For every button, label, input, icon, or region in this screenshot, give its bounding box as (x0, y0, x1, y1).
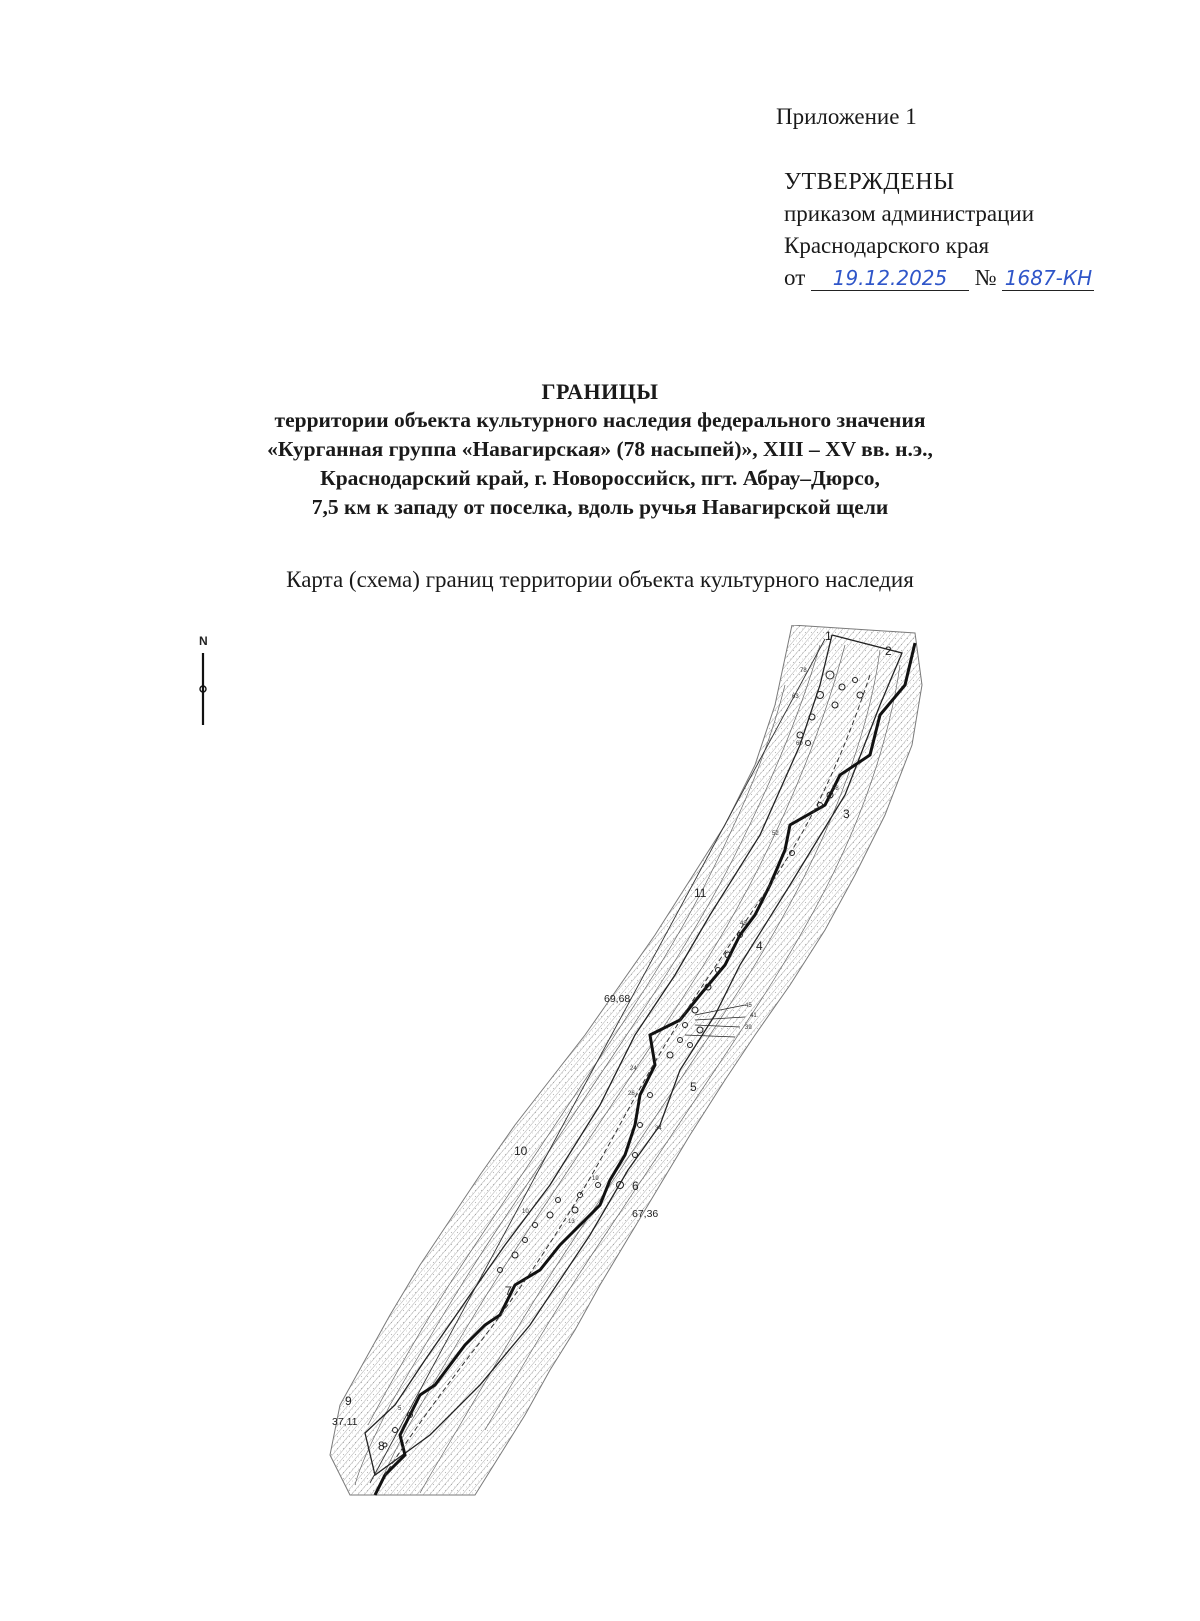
elevation-label-1: 69,68 (604, 993, 631, 1005)
point-label-7: 7 (505, 1284, 512, 1298)
date-prefix: от (784, 265, 806, 290)
north-arrow-label: N (199, 634, 208, 648)
svg-text:78: 78 (800, 668, 807, 674)
point-label-10: 10 (514, 1144, 528, 1158)
title-main: ГРАНИЦЫ (541, 379, 659, 404)
number-prefix: № (974, 265, 997, 290)
svg-text:10: 10 (522, 1209, 529, 1215)
boundary-map (180, 625, 960, 1510)
point-label-6: 6 (632, 1179, 639, 1193)
document-title (0, 377, 1200, 522)
point-label-4: 4 (756, 939, 763, 953)
elevation-label-3: 37,11 (332, 1416, 358, 1428)
point-label-1: 1 (825, 629, 832, 643)
svg-text:63: 63 (792, 694, 799, 700)
approval-block (784, 166, 1094, 294)
svg-text:58: 58 (832, 786, 839, 792)
svg-text:60: 60 (796, 741, 803, 747)
svg-text:24: 24 (630, 1066, 637, 1072)
title-line-3: Краснодарский край, г. Новороссийск, пгт. Абрау–Дюрсо, (320, 466, 880, 490)
svg-text:52: 52 (772, 831, 779, 837)
annex-label: Приложение 1 (776, 104, 917, 129)
svg-text:19: 19 (592, 1176, 599, 1182)
title-line-2: «Курганная группа «Навагирская» (78 насыпей)», XIII – XV вв. н.э., (267, 437, 933, 461)
point-label-8: 8 (378, 1439, 385, 1453)
point-label-5: 5 (690, 1080, 697, 1094)
point-label-3: 3 (843, 807, 850, 821)
svg-text:26: 26 (628, 1091, 635, 1097)
approval-date-line (784, 262, 1094, 294)
svg-text:41: 41 (750, 1013, 757, 1019)
handwritten-number: 1687-КН (1002, 266, 1094, 291)
point-label-11: 11 (694, 886, 707, 900)
baseline (370, 639, 825, 1483)
point-label-9: 9 (345, 1394, 352, 1408)
title-line-1: территории объекта культурного наследия федерального значения (274, 408, 926, 432)
handwritten-date: 19.12.2025 (811, 266, 969, 291)
svg-text:13: 13 (568, 1219, 575, 1225)
svg-text:34: 34 (655, 1126, 662, 1132)
elevation-label-2: 67,36 (632, 1208, 659, 1220)
title-line-4: 7,5 км к западу от поселка, вдоль ручья Навагирской щели (311, 495, 889, 519)
svg-text:48: 48 (740, 921, 747, 927)
approval-line-2: Краснодарского края (784, 233, 990, 258)
north-arrow (199, 634, 208, 725)
map-caption: Карта (схема) границ территории объекта культурного наследия (286, 567, 914, 592)
svg-text:39: 39 (745, 1025, 752, 1031)
point-label-2: 2 (885, 644, 892, 658)
approval-line-1: приказом администрации (784, 201, 1035, 226)
approval-title: УТВЕРЖДЕНЫ (784, 169, 955, 195)
svg-text:5: 5 (398, 1406, 402, 1412)
svg-text:45: 45 (745, 1003, 752, 1009)
map-svg (180, 625, 960, 1510)
